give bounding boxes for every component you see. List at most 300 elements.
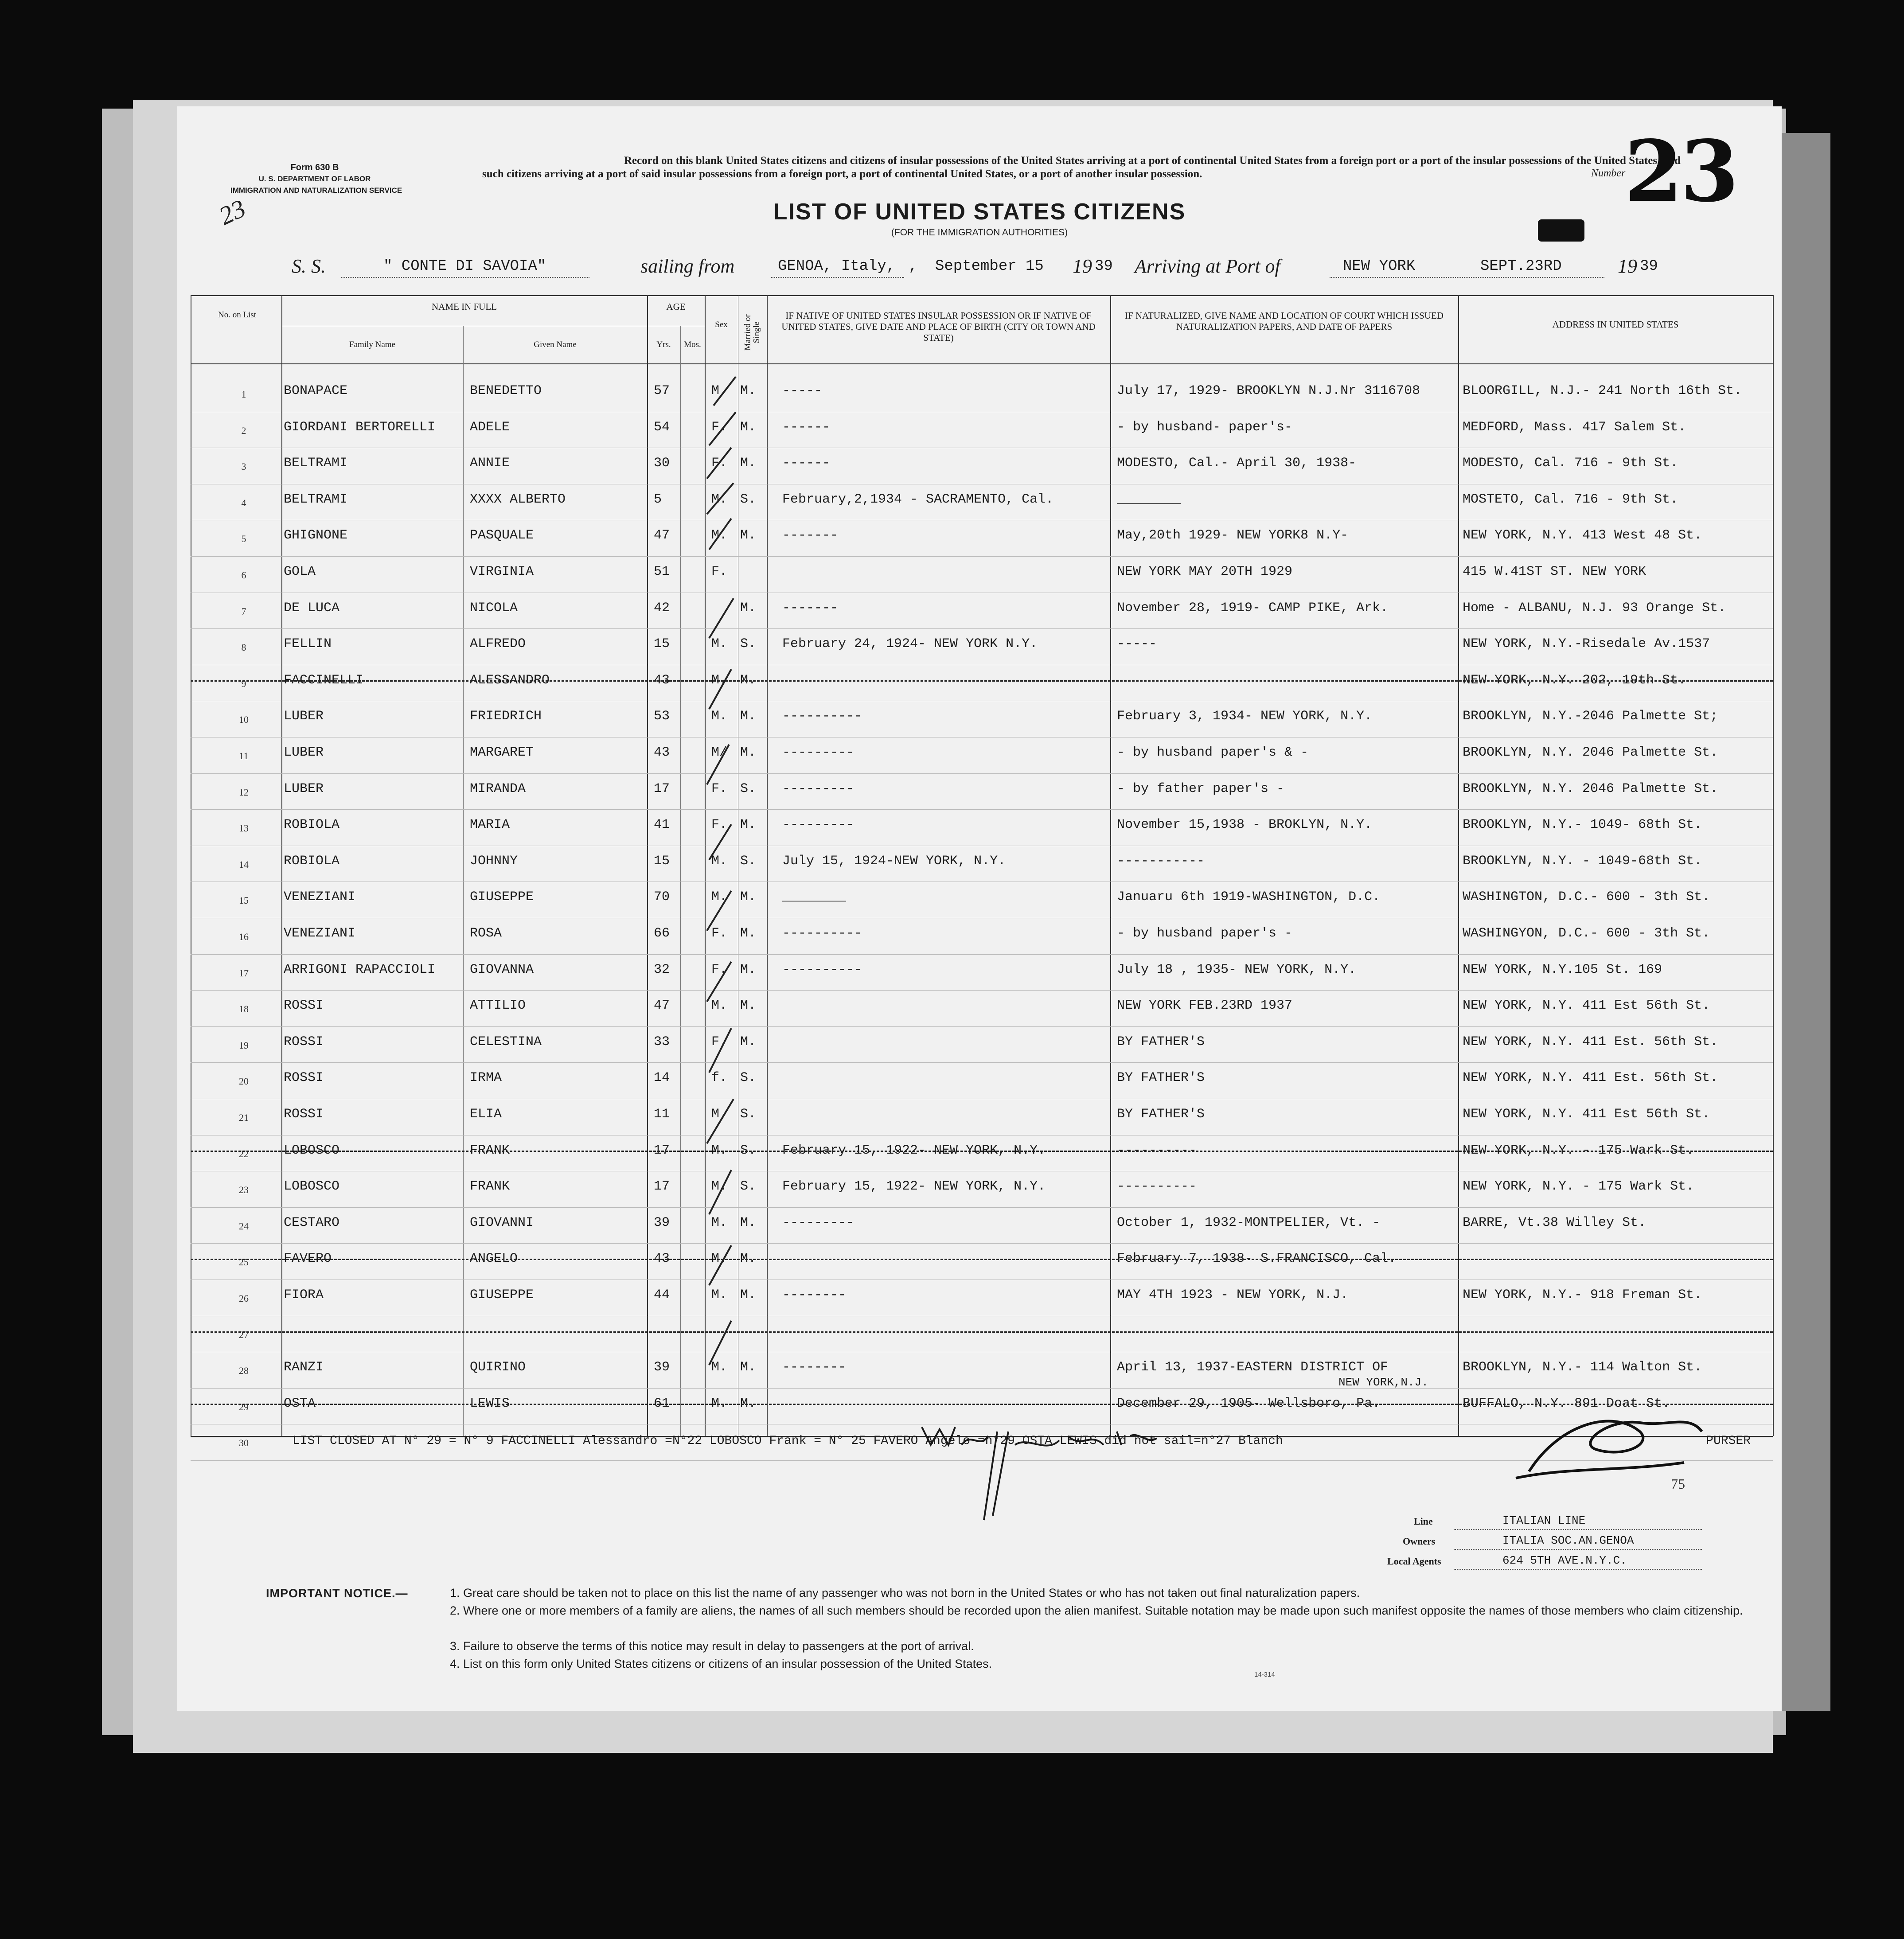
arrival-year: 39 (1640, 258, 1658, 275)
row-age: 66 (654, 926, 670, 941)
owners-value: ITALIA SOC.AN.GENOA (1502, 1534, 1634, 1547)
row-addr: NEW YORK, N.Y. - 175 Wark St. (1463, 1179, 1694, 1194)
row-addr: 415 W.41ST ST. NEW YORK (1463, 564, 1646, 579)
rule (1454, 1569, 1702, 1570)
row-no: 20 (239, 1076, 249, 1087)
row-nat: ----- (1117, 636, 1157, 652)
row-ms: M. (740, 528, 757, 543)
row-age: 42 (654, 600, 670, 616)
agents-label: Local Agents (1387, 1556, 1441, 1567)
row-given: FRANK (470, 1179, 510, 1194)
row-age: 70 (654, 890, 670, 905)
row-ms: M. (740, 1396, 757, 1411)
row-nat: BY FATHER'S (1117, 1034, 1205, 1049)
row-nat: MODESTO, Cal.- April 30, 1938- (1117, 456, 1357, 471)
department-name: U. S. DEPARTMENT OF LABOR (258, 175, 371, 183)
row-birth: ------ (782, 456, 831, 471)
row-addr: BUFFALO, N.Y. 891 Doat St. (1463, 1396, 1670, 1411)
column-rule (647, 295, 648, 1436)
row-given: LEWIS (470, 1396, 510, 1411)
table-top-rule (191, 295, 1773, 296)
row-rule (191, 1062, 1773, 1063)
row-sex: M. (711, 998, 728, 1014)
row-ms: S. (740, 1070, 757, 1086)
row-addr: BLOORGILL, N.J.- 241 North 16th St. (1463, 383, 1742, 398)
row-nat: MAY 4TH 1923 - NEW YORK, N.J. (1117, 1287, 1349, 1303)
row-family: LOBOSCO (284, 1143, 340, 1158)
list-closed-note: LIST CLOSED AT N° 29 = N° 9 FACCINELLI Alessandro =N°22 LOBOSCO Frank = N° 25 FAVERO Angelo =n°29 OSTA LEWIS did not sail=n°27 Blanch (293, 1434, 1283, 1448)
row-birth: ------- (782, 600, 839, 616)
departure-port: GENOA, Italy, (778, 258, 896, 275)
row-given: ALESSANDRO (470, 672, 550, 688)
sailing-label: sailing from (640, 255, 735, 277)
row-given: VIRGINIA (470, 564, 534, 579)
row-given: ROSA (470, 926, 502, 941)
row-nat: ---------- (1117, 1179, 1197, 1194)
margin-mark: 23 (214, 193, 250, 231)
row-no: 1 (241, 389, 246, 400)
row-birth: ------ (782, 419, 831, 435)
row-ms: M. (740, 1215, 757, 1230)
row-given: ELIA (470, 1107, 502, 1122)
row-family: BELTRAMI (284, 456, 348, 471)
row-given: ANGELO (470, 1251, 518, 1267)
notice-item: 3. Failure to observe the terms of this notice may result in delay to passengers at the port of arrival. (450, 1639, 974, 1653)
row-addr: Home - ALBANU, N.J. 93 Orange St. (1463, 600, 1726, 616)
row-birth: ________ (782, 890, 847, 905)
row-ms: M. (740, 1287, 757, 1303)
strike-through (191, 1331, 1773, 1333)
row-given: ATTILIO (470, 998, 526, 1014)
rule (1330, 277, 1604, 278)
column-rule (680, 326, 681, 1436)
row-family: FELLIN (284, 636, 332, 652)
row-nat: February 7, 1938- S.FRANCISCO, Cal. (1117, 1251, 1397, 1267)
row-family: BONAPACE (284, 383, 348, 398)
row-ms: S. (740, 636, 757, 652)
row-family: ROBIOLA (284, 817, 340, 833)
row-no: 10 (239, 714, 249, 726)
row-addr: NEW YORK, N.Y. 411 Est 56th St. (1463, 1107, 1710, 1122)
row-ms: M. (740, 383, 757, 398)
rule (1454, 1549, 1702, 1550)
row-nat: November 28, 1919- CAMP PIKE, Ark. (1117, 600, 1389, 616)
row-given: IRMA (470, 1070, 502, 1086)
ss-label: S. S. (292, 255, 326, 277)
row-given: FRIEDRICH (470, 709, 542, 724)
row-ms: M. (740, 890, 757, 905)
row-age: 57 (654, 383, 670, 398)
purser-label: PURSER (1706, 1434, 1751, 1448)
row-age: 15 (654, 636, 670, 652)
row-addr: MOSTETO, Cal. 716 - 9th St. (1463, 492, 1678, 507)
row-addr: NEW YORK, N.Y.105 St. 169 (1463, 962, 1662, 977)
row-ms: S. (740, 492, 757, 507)
row-sex: M/ (711, 745, 728, 760)
row-no: 11 (239, 750, 249, 761)
row-family: GOLA (284, 564, 316, 579)
row-nat: October 1, 1932-MONTPELIER, Vt. - (1117, 1215, 1381, 1230)
row-family: ROSSI (284, 1107, 324, 1122)
row-given: ALFREDO (470, 636, 526, 652)
row-sex: M. (711, 492, 728, 507)
row-family: RANZI (284, 1360, 324, 1375)
row-sex: F. (711, 817, 728, 833)
row-age: 54 (654, 419, 670, 435)
year-prefix: 19 (1618, 255, 1637, 277)
row-no: 16 (239, 931, 249, 942)
row-addr: MEDFORD, Mass. 417 Salem St. (1463, 419, 1686, 435)
row-age: 44 (654, 1287, 670, 1303)
row-given: BENEDETTO (470, 383, 542, 398)
row-family: GHIGNONE (284, 528, 348, 543)
row-no: 8 (241, 642, 246, 653)
row-nat: July 18 , 1935- NEW YORK, N.Y. (1117, 962, 1357, 977)
row-addr: BROOKLYN, N.Y.- 1049- 68th St. (1463, 817, 1702, 833)
row-birth: February,2,1934 - SACRAMENTO, Cal. (782, 492, 1054, 507)
row-addr: NEW YORK, N.Y. 411 Est 56th St. (1463, 998, 1710, 1014)
row-rule (191, 556, 1773, 557)
row-nat: BY FATHER'S (1117, 1107, 1205, 1122)
row-birth: -------- (782, 1360, 847, 1375)
ink-stamp (1538, 219, 1584, 242)
row-given: PASQUALE (470, 528, 534, 543)
row-family: FACCINELLI (284, 672, 364, 688)
row-addr: BROOKLYN, N.Y. 2046 Palmette St. (1463, 781, 1718, 796)
row-ms: M. (740, 419, 757, 435)
row-sex: F. (711, 962, 728, 977)
service-name: IMMIGRATION AND NATURALIZATION SERVICE (230, 186, 402, 195)
row-no: 23 (239, 1184, 249, 1196)
row-birth: February 15, 1922- NEW YORK, N.Y. (782, 1179, 1046, 1194)
row-sex: M. (711, 1107, 728, 1122)
row-addr: NEW YORK, N.Y. - 175 Wark St. (1463, 1143, 1694, 1158)
col-header-sex: Sex (715, 320, 728, 329)
row-sex: M. (711, 1179, 728, 1194)
row-age: 51 (654, 564, 670, 579)
row-ms: S. (740, 781, 757, 796)
form-code: 14-314 (1254, 1671, 1275, 1678)
row-rule (191, 1243, 1773, 1244)
row-family: BELTRAMI (284, 492, 348, 507)
row-age: 14 (654, 1070, 670, 1086)
number-label: Number (1591, 168, 1626, 179)
row-no: 30 (239, 1437, 249, 1449)
row-nat: NEW YORK MAY 20TH 1929 (1117, 564, 1293, 579)
row-addr: NEW YORK, N.Y. 413 West 48 St. (1463, 528, 1702, 543)
row-addr: BROOKLYN, N.Y.-2046 Palmette St; (1463, 709, 1718, 724)
row-age: 43 (654, 1251, 670, 1267)
strike-through (191, 1151, 1773, 1152)
row-given: XXXX ALBERTO (470, 492, 566, 507)
row-no: 22 (239, 1148, 249, 1159)
purser-signature (1507, 1405, 1711, 1485)
row-ms: M. (740, 817, 757, 833)
row-age: 11 (654, 1107, 670, 1122)
row-birth: February 15, 1922- NEW YORK, N.Y. (782, 1143, 1046, 1158)
row-family: CESTARO (284, 1215, 340, 1230)
col-header-birth: IF NATIVE OF UNITED STATES INSULAR POSSESSION OR IF NATIVE OF UNITED STATES, GIVE DATE AND PLACE OF BIRTH (CITY OR TOWN AND STATE) (781, 310, 1096, 343)
row-nat: NEW YORK FEB.23RD 1937 (1117, 998, 1293, 1014)
row-family: ROSSI (284, 1034, 324, 1049)
row-age: 15 (654, 853, 670, 869)
col-header-no: No. on List (218, 310, 257, 320)
row-no: 25 (239, 1256, 249, 1268)
header-bottom-rule (191, 363, 1773, 364)
row-ms: M. (740, 709, 757, 724)
row-sex: M. (711, 853, 728, 869)
row-sex: F. (711, 456, 728, 471)
row-addr: NEW YORK, N.Y. 202, 19th St. (1463, 672, 1686, 688)
page-subtitle: (FOR THE IMMIGRATION AUTHORITIES) (891, 227, 1068, 238)
row-sex: F. (711, 564, 728, 579)
row-age: 30 (654, 456, 670, 471)
row-no: 29 (239, 1401, 249, 1412)
row-ms: M. (740, 962, 757, 977)
row-ms: S. (740, 1143, 757, 1158)
row-no: 4 (241, 497, 246, 508)
column-rule (463, 326, 464, 1436)
page-mark: 75 (1671, 1476, 1685, 1492)
row-birth: February 24, 1924- NEW YORK N.Y. (782, 636, 1038, 652)
row-sex: M. (711, 528, 728, 543)
row-no: 13 (239, 823, 249, 834)
rule (341, 277, 589, 278)
row-family: VENEZIANI (284, 926, 356, 941)
row-given: QUIRINO (470, 1360, 526, 1375)
row-age: 39 (654, 1215, 670, 1230)
column-rule (281, 295, 282, 1436)
row-no: 17 (239, 967, 249, 979)
row-no: 7 (241, 605, 246, 617)
line-value: ITALIAN LINE (1502, 1514, 1586, 1527)
row-given: ANNIE (470, 456, 510, 471)
row-age: 47 (654, 998, 670, 1014)
row-addr: MODESTO, Cal. 716 - 9th St. (1463, 456, 1678, 471)
col-header-family: Family Name (349, 340, 395, 349)
row-birth: --------- (782, 745, 854, 760)
row-ms: M. (740, 998, 757, 1014)
row-given: MIRANDA (470, 781, 526, 796)
row-given: GIOVANNI (470, 1215, 534, 1230)
row-age: 33 (654, 1034, 670, 1049)
row-sex: f. (711, 1070, 728, 1086)
row-age: 5 (654, 492, 662, 507)
form-number: Form 630 B (290, 163, 339, 172)
row-no: 3 (241, 461, 246, 472)
row-given: GIOVANNA (470, 962, 534, 977)
row-sex: F. (711, 1034, 728, 1049)
row-no: 27 (239, 1329, 249, 1340)
row-family: LOBOSCO (284, 1179, 340, 1194)
row-sex: M. (711, 890, 728, 905)
row-given: CELESTINA (470, 1034, 542, 1049)
form-identifier (230, 162, 402, 196)
row-no: 18 (239, 1003, 249, 1015)
row-no: 6 (241, 570, 246, 581)
row-nat: - by husband- paper's- (1117, 419, 1293, 435)
row-sex: M. (711, 1143, 728, 1158)
row-given: ADELE (470, 419, 510, 435)
row-no: 24 (239, 1220, 249, 1232)
row-ms: M. (740, 1251, 757, 1267)
row-family: ARRIGONI RAPACCIOLI (284, 962, 436, 977)
row-birth: -------- (782, 1287, 847, 1303)
row-nat: November 15,1938 - BROKLYN, N.Y. (1117, 817, 1373, 833)
row-nat: ----------- (1117, 853, 1205, 869)
row-family: ROSSI (284, 998, 324, 1014)
row-sex: F. (711, 781, 728, 796)
row-age: 61 (654, 1396, 670, 1411)
col-header-married: Married or Single (743, 314, 761, 351)
row-nat-continued: NEW YORK,N.J. (1338, 1376, 1428, 1389)
row-addr: BARRE, Vt.38 Willey St. (1463, 1215, 1646, 1230)
row-sex: M. (711, 1396, 728, 1411)
row-ms: M. (740, 1034, 757, 1049)
row-nat: December 29, 1905- Wellsboro, Pa. (1117, 1396, 1381, 1411)
col-header-naturalized: IF NATURALIZED, GIVE NAME AND LOCATION OF COURT WHICH ISSUED NATURALIZATION PAPERS, AND DATE OF PAPERS (1125, 310, 1444, 332)
row-given: GIUSEPPE (470, 890, 534, 905)
row-given: GIUSEPPE (470, 1287, 534, 1303)
row-ms: S. (740, 1179, 757, 1194)
row-rule (191, 809, 1773, 810)
row-no: 2 (241, 425, 246, 436)
row-birth: --------- (782, 1215, 854, 1230)
row-rule (191, 628, 1773, 629)
row-ms: M. (740, 600, 757, 616)
row-age: 43 (654, 672, 670, 688)
row-rule (191, 954, 1773, 955)
row-ms: M. (740, 926, 757, 941)
row-family: LUBER (284, 745, 324, 760)
row-age: 17 (654, 781, 670, 796)
row-nat: - by father paper's - (1117, 781, 1285, 796)
handwritten-tick-marks (683, 363, 771, 1436)
notice-heading: IMPORTANT NOTICE.— (266, 1587, 408, 1600)
row-given: MARGARET (470, 745, 534, 760)
row-sex: M. (711, 1215, 728, 1230)
row-ms: M. (740, 745, 757, 760)
line-label: Line (1414, 1516, 1433, 1527)
strike-through (191, 1259, 1773, 1260)
row-addr: WASHINGTON, D.C.- 600 - 3th St. (1463, 890, 1710, 905)
rule (1454, 1529, 1702, 1530)
row-given: FRANK (470, 1143, 510, 1158)
sailing-date: September 15 (935, 258, 1044, 275)
manifest-page (177, 106, 1782, 1711)
row-no: 9 (241, 678, 246, 689)
row-no: 28 (239, 1365, 249, 1377)
row-addr: NEW YORK, N.Y.- 918 Freman St. (1463, 1287, 1702, 1303)
row-family: LUBER (284, 781, 324, 796)
row-birth: July 15, 1924-NEW YORK, N.Y. (782, 853, 1006, 869)
column-rule (1458, 295, 1459, 1436)
comma: , (909, 258, 918, 275)
row-addr: WASHINGYON, D.C.- 600 - 3th St. (1463, 926, 1710, 941)
row-ms: S. (740, 1107, 757, 1122)
strike-through (191, 680, 1773, 682)
row-given: MARIA (470, 817, 510, 833)
row-birth: ----- (782, 383, 823, 398)
row-birth: ---------- (782, 962, 862, 977)
row-age: 53 (654, 709, 670, 724)
row-sex: M. (711, 383, 728, 398)
row-addr: NEW YORK, N.Y.-Risedale Av.1537 (1463, 636, 1710, 652)
row-sex: M. (711, 1287, 728, 1303)
row-nat: - by husband paper's - (1117, 926, 1293, 941)
row-no: 14 (239, 858, 249, 870)
column-rule (1773, 295, 1774, 1436)
row-birth: --------- (782, 781, 854, 796)
row-nat: - by husband paper's & - (1117, 745, 1309, 760)
row-age: 41 (654, 817, 670, 833)
row-given: NICOLA (470, 600, 518, 616)
row-no: 5 (241, 533, 246, 545)
row-nat: BY FATHER'S (1117, 1070, 1205, 1086)
year-prefix: 19 (1073, 255, 1092, 277)
row-rule (191, 990, 1773, 991)
agents-value: 624 5TH AVE.N.Y.C. (1502, 1554, 1627, 1567)
row-given: JOHNNY (470, 853, 518, 869)
row-addr: NEW YORK, N.Y. 411 Est. 56th St. (1463, 1070, 1718, 1086)
row-no: 12 (239, 786, 249, 798)
row-ms: M. (740, 1360, 757, 1375)
row-nat: Januaru 6th 1919-WASHINGTON, D.C. (1117, 890, 1381, 905)
row-sex: M. (711, 1251, 728, 1267)
row-family: OSTA (284, 1396, 316, 1411)
col-header-name: NAME IN FULL (432, 301, 497, 312)
notice-item: 1. Great care should be taken not to place on this list the name of any passenger who was not born in the United States or who has not taken out final naturalization papers. (450, 1586, 1360, 1600)
row-sex: F. (711, 926, 728, 941)
row-ms: S. (740, 853, 757, 869)
row-birth: ---------- (782, 926, 862, 941)
col-header-given: Given Name (534, 340, 577, 349)
row-ms: M. (740, 456, 757, 471)
row-nat: May,20th 1929- NEW YORK8 N.Y- (1117, 528, 1349, 543)
page-title: LIST OF UNITED STATES CITIZENS (773, 199, 1186, 225)
row-sex: M. (711, 709, 728, 724)
row-no: 19 (239, 1039, 249, 1051)
row-age: 39 (654, 1360, 670, 1375)
col-header-age: AGE (666, 301, 686, 312)
row-birth: --------- (782, 817, 854, 833)
rule (771, 277, 904, 278)
notice-item: 4. List on this form only United States citizens or citizens of an insular possession of the United States. (450, 1657, 992, 1670)
row-family: VENEZIANI (284, 890, 356, 905)
row-nat: February 3, 1934- NEW YORK, N.Y. (1117, 709, 1373, 724)
row-age: 43 (654, 745, 670, 760)
row-nat: July 17, 1929- BROOKLYN N.J.Nr 3116708 (1117, 383, 1420, 398)
row-sex: F. (711, 419, 728, 435)
ship-name: " CONTE DI SAVOIA" (383, 258, 546, 275)
row-rule (191, 773, 1773, 774)
row-birth: ---------- (782, 709, 862, 724)
row-age: 32 (654, 962, 670, 977)
row-nat: April 13, 1937-EASTERN DISTRICT OF (1117, 1360, 1389, 1375)
row-age: 47 (654, 528, 670, 543)
sheet-number: 23 (1624, 122, 1736, 221)
handwritten-annotation (913, 1418, 1161, 1533)
row-addr: BROOKLYN, N.Y. 2046 Palmette St. (1463, 745, 1718, 760)
row-age: 17 (654, 1143, 670, 1158)
column-rule (1110, 295, 1111, 1436)
row-rule (191, 1388, 1773, 1389)
row-rule (191, 1026, 1773, 1027)
instruction-text: Record on this blank United States citizens and citizens of insular possessions of the United States arriving at a port of continental United States from a foreign port or a port of the insular possessions of the United States, and such citizens arriving at a port of said insular possessions from a foreign port, a port of continental United States, or a port of another insular possession. (482, 155, 1681, 180)
row-family: LUBER (284, 709, 324, 724)
sailing-year: 39 (1095, 258, 1113, 275)
row-family: ROSSI (284, 1070, 324, 1086)
